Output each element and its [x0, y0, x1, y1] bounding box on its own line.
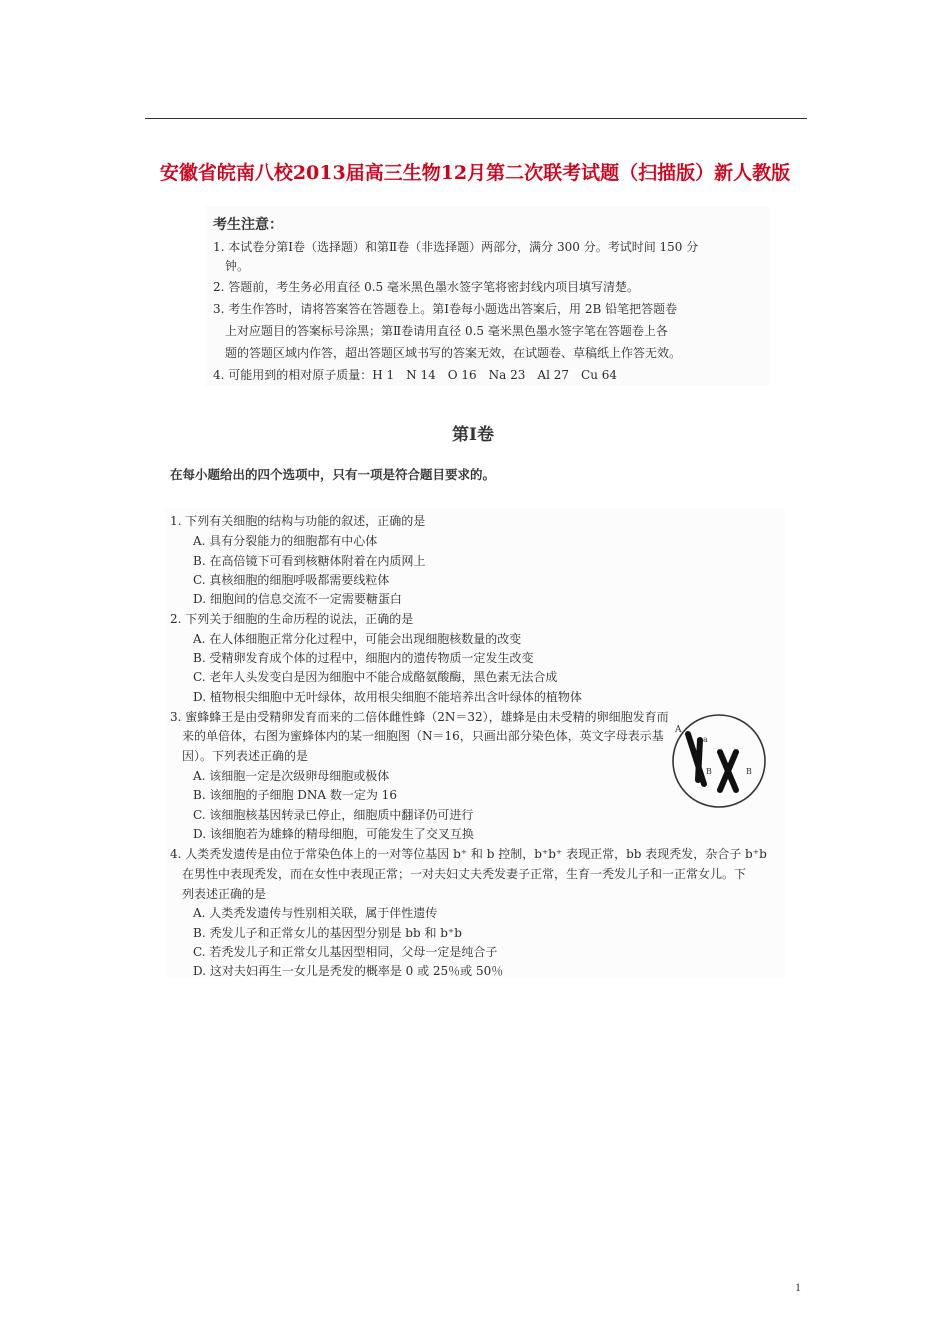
header-rule	[145, 118, 807, 119]
notice-line: 3. 考生作答时，请将答案答在答题卷上。第Ⅰ卷每小题选出答案后，用 2B 铅笔把答题卷	[213, 302, 678, 316]
chromosome-2	[720, 752, 736, 790]
notice-line: 题的答题区域内作答，超出答题区域书写的答案无效，在试题卷、草稿纸上作答无效。	[225, 346, 682, 360]
gene-label: A	[675, 725, 682, 735]
chromosome-1	[688, 734, 704, 784]
notice-line: 2. 答题前，考生务必用直径 0.5 毫米黑色墨水签字笔将密封线内项目填写清楚。	[213, 280, 639, 294]
gene-label: B	[706, 767, 712, 776]
notice-line: 4. 可能用到的相对原子质量：H 1 N 14 O 16 Na 23 Al 27 Cu 64	[213, 368, 618, 382]
question-option: C. 老年人头发变白是因为细胞中不能合成酪氨酸酶，黑色素无法合成	[193, 670, 558, 684]
question-stem: 在男性中表现秃发，而在女性中表现正常；一对夫妇丈夫秃发妻子正常，生育一秃发儿子和一正常女儿。下	[182, 867, 747, 881]
question-option: D. 细胞间的信息交流不一定需要糖蛋白	[193, 592, 402, 606]
question-option: A. 具有分裂能力的细胞都有中心体	[193, 534, 378, 548]
document-title: 安徽省皖南八校2013届高三生物12月第二次联考试题（扫描版）新人教版	[159, 162, 791, 184]
notice-line: 上对应题目的答案标号涂黑；第Ⅱ卷请用直径 0.5 毫米黑色墨水签字笔在答题卷上各	[225, 324, 668, 338]
question-option: D. 这对夫妇再生一女儿是秃发的概率是 0 或 25％或 50％	[193, 964, 504, 978]
question-stem: 来的单倍体，右图为蜜蜂体内的某一细胞图（N＝16，只画出部分染色体，英文字母表示基	[182, 729, 664, 743]
question-option: B. 秃发儿子和正常女儿的基因型分别是 bb 和 b⁺b	[193, 926, 462, 940]
question-stem: 4. 人类秃发遗传是由位于常染色体上的一对等位基因 b⁺ 和 b 控制，b⁺b⁺ 表现正常，bb 表现秃发，杂合子 b⁺b	[170, 847, 767, 861]
section-instruction: 在每小题给出的四个选项中，只有一项是符合题目要求的。	[170, 467, 496, 482]
section-heading: 第Ⅰ卷	[452, 425, 494, 445]
cell-membrane	[673, 715, 765, 807]
question-option: D. 该细胞若为雄蜂的精母细胞，可能发生了交叉互换	[193, 827, 474, 841]
question-option: A. 在人体细胞正常分化过程中，可能会出现细胞核数量的改变	[193, 632, 522, 646]
question-option: D. 植物根尖细胞中无叶绿体，故用根尖细胞不能培养出含叶绿体的植物体	[193, 690, 582, 704]
question-stem: 列表述正确的是	[182, 887, 267, 901]
notice-line: 1. 本试卷分第Ⅰ卷（选择题）和第Ⅱ卷（非选择题）两部分，满分 300 分。考试时间 150 分	[213, 240, 699, 254]
question-option: B. 在高倍镜下可看到核糖体附着在内质网上	[193, 554, 426, 568]
question-stem: 2. 下列关于细胞的生命历程的说法，正确的是	[170, 612, 414, 626]
cell-diagram	[670, 712, 768, 810]
question-stem: 3. 蜜蜂蜂王是由受精卵发育而来的二倍体雌性蜂（2N＝32），雄蜂是由未受精的卵细胞发育而	[170, 710, 669, 724]
question-option: A. 该细胞一定是次级卵母细胞或极体	[193, 769, 390, 783]
question-stem: 1. 下列有关细胞的结构与功能的叙述，正确的是	[170, 514, 426, 528]
question-option: C. 若秃发儿子和正常女儿基因型相同，父母一定是纯合子	[193, 945, 498, 959]
question-option: B. 受精卵发育成个体的过程中，细胞内的遗传物质一定发生改变	[193, 651, 534, 665]
question-stem: 因）。下列表述正确的是	[182, 749, 309, 763]
notice-heading: 考生注意：	[213, 217, 283, 233]
gene-label: B	[746, 767, 752, 776]
page-number: 1	[795, 1280, 801, 1294]
question-option: C. 真核细胞的细胞呼吸都需要线粒体	[193, 573, 390, 587]
question-option: A. 人类秃发遗传与性别相关联，属于伴性遗传	[193, 906, 438, 920]
question-option: C. 该细胞核基因转录已停止，细胞质中翻译仍可进行	[193, 808, 474, 822]
gene-label: a	[703, 735, 708, 744]
notice-line: 钟。	[225, 259, 250, 273]
question-option: B. 该细胞的子细胞 DNA 数一定为 16	[193, 788, 397, 802]
